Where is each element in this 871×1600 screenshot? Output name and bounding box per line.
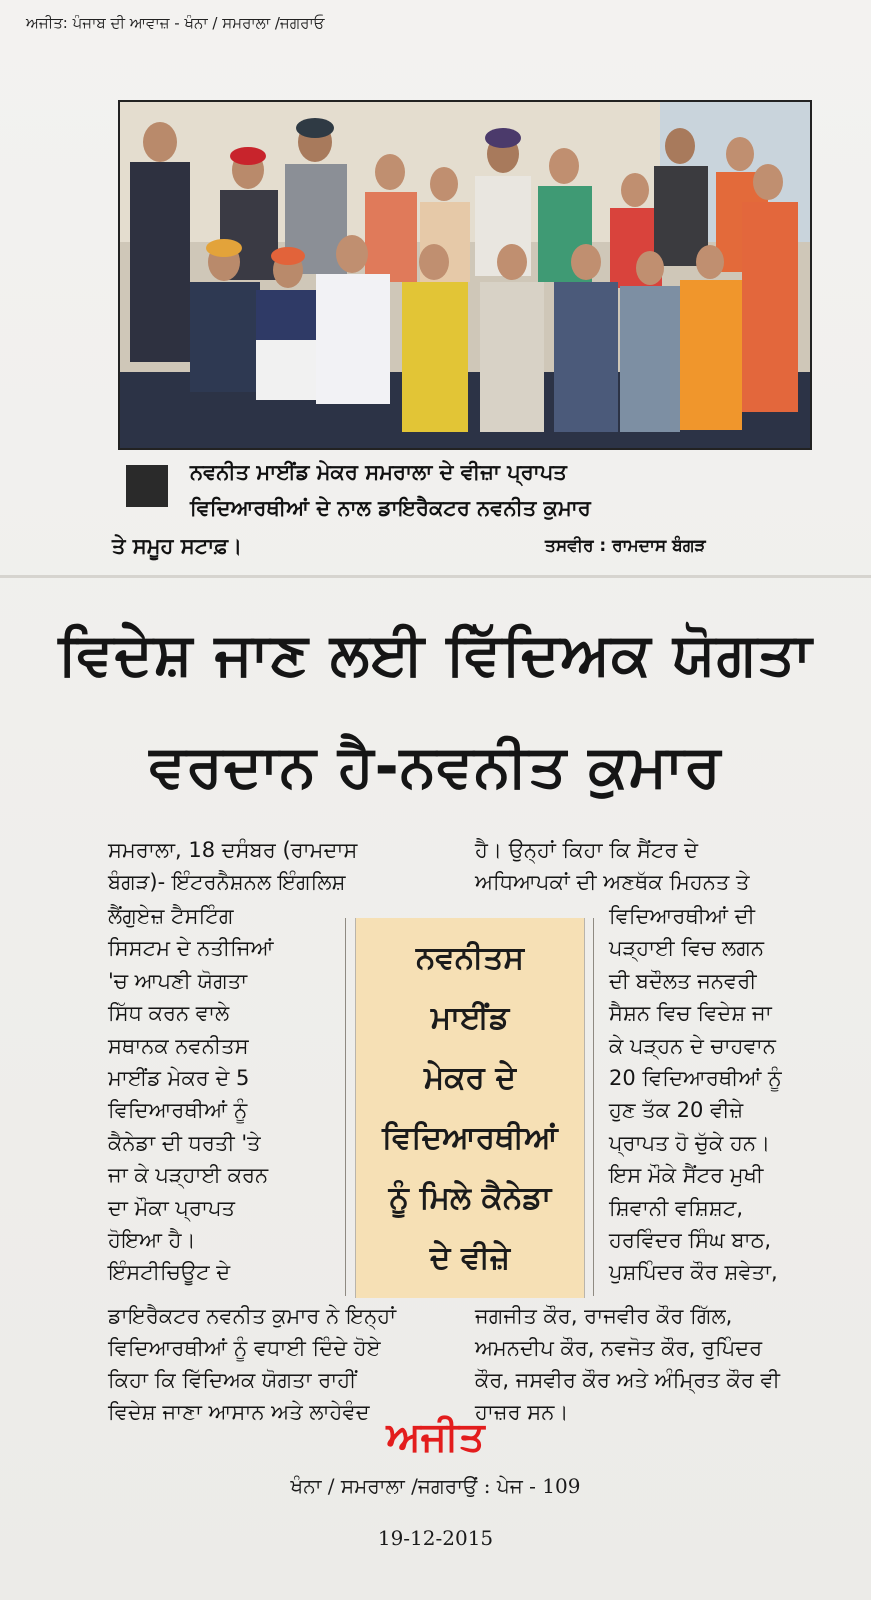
page-reference: ਖੰਨਾ / ਸਮਰਾਲਾ /ਜਗਰਾਉਂ : ਪੇਜ - 109 (290, 1474, 581, 1498)
caption-line: ਤੇ ਸਮੂਹ ਸਟਾਫ਼। (112, 534, 243, 558)
article-line: ਦਾ ਮੌਕਾ ਪ੍ਰਾਪਤ (108, 1195, 235, 1220)
caption-bullet (126, 465, 168, 507)
caption-line: ਵਿਦਿਆਰਥੀਆਂ ਦੇ ਨਾਲ ਡਾਇਰੈਕਟਰ ਨਵਨੀਤ ਕੁਮਾਰ (190, 496, 591, 520)
photo-credit: ਤਸਵੀਰ : ਰਾਮਦਾਸ ਬੰਗੜ (545, 536, 706, 556)
pull-quote-box (355, 918, 585, 1298)
headline-line-1: ਵਿਦੇਸ਼ ਜਾਣ ਲਈ ਵਿੱਦਿਅਕ ਯੋਗਤਾ (58, 620, 813, 688)
article-line: ਵਿਦਿਆਰਥੀਆਂ ਨੂੰ (108, 1098, 248, 1123)
column-rule (593, 918, 594, 1296)
article-line: ਹੈ। ਉਨ੍ਹਾਂ ਕਿਹਾ ਕਿ ਸੈਂਟਰ ਦੇ (475, 838, 699, 862)
article-line: ਜਾ ਕੇ ਪੜ੍ਹਾਈ ਕਰਨ (108, 1163, 269, 1188)
article-line: ਅਮਨਦੀਪ ਕੌਰ, ਨਵਜੋਤ ਕੌਰ, ਰੁਪਿੰਦਰ (475, 1336, 763, 1360)
pull-quote-line: ਮੇਕਰ ਦੇ (423, 1060, 517, 1096)
article-line: ਹੁਣ ਤੱਕ 20 ਵੀਜ਼ੇ (609, 1098, 744, 1123)
article-line: ਬੰਗੜ)- ਇੰਟਰਨੈਸ਼ਨਲ ਇੰਗਲਿਸ਼ (108, 870, 346, 894)
section-divider (0, 575, 871, 578)
article-line: ਸਥਾਨਕ ਨਵਨੀਤਸ (108, 1033, 249, 1058)
article-line: ਇੰਸਟੀਚਿਊਟ ਦੇ (108, 1260, 231, 1285)
newspaper-logo: ਅਜੀਤ (386, 1414, 485, 1460)
pull-quote-line: ਵਿਦਿਆਰਥੀਆਂ (382, 1120, 558, 1156)
pull-quote-line: ਨੂੰ ਮਿਲੇ ਕੈਨੇਡਾ (388, 1180, 552, 1216)
article-line: ਹਰਵਿੰਦਰ ਸਿੰਘ ਬਾਠ, (609, 1228, 772, 1252)
article-line: ਵਿਦਿਆਰਥੀਆਂ ਨੂੰ ਵਧਾਈ ਦਿੰਦੇ ਹੋਏ (108, 1336, 381, 1360)
column-rule (345, 918, 346, 1296)
article-line: ਵਿਦਿਆਰਥੀਆਂ ਦੀ (609, 904, 755, 928)
article-line: ਪੁਸ਼ਪਿੰਦਰ ਕੌਰ ਸ਼ਵੇਤਾ, (609, 1260, 778, 1285)
group-photo (118, 100, 812, 450)
article-line: ਕੇ ਪੜ੍ਹਨ ਦੇ ਚਾਹਵਾਨ (609, 1033, 776, 1058)
article-line: ਸਿਸਟਮ ਦੇ ਨਤੀਜਿਆਂ (108, 936, 274, 961)
article-line: ਸਿੱਧ ਕਰਨ ਵਾਲੇ (108, 1001, 230, 1026)
article-line: ਦੀ ਬਦੌਲਤ ਜਨਵਰੀ (609, 968, 757, 993)
caption-line: ਨਵਨੀਤ ਮਾਈਂਡ ਮੇਕਰ ਸਮਰਾਲਾ ਦੇ ਵੀਜ਼ਾ ਪ੍ਰਾਪਤ (190, 460, 567, 484)
article-line: ਹਾਜ਼ਰ ਸਨ। (475, 1400, 569, 1424)
article-line: ਪੜ੍ਹਾਈ ਵਿਚ ਲਗਨ (609, 936, 764, 961)
article-line: ਡਾਇਰੈਕਟਰ ਨਵਨੀਤ ਕੁਮਾਰ ਨੇ ਇਨ੍ਹਾਂ (108, 1304, 397, 1328)
article-line: ਸਮਰਾਲਾ, 18 ਦਸੰਬਰ (ਰਾਮਦਾਸ (108, 838, 358, 862)
article-line: ਲੈਂਗੁਏਜ਼ ਟੈਸਟਿੰਗ (108, 904, 234, 928)
article-line: ਕੈਨੇਡਾ ਦੀ ਧਰਤੀ 'ਤੇ (108, 1130, 261, 1155)
running-head: ਅਜੀਤ: ਪੰਜਾਬ ਦੀ ਆਵਾਜ਼ - ਖੰਨਾ / ਸਮਰਾਲਾ /ਜਗਰਾਓ (26, 14, 325, 32)
publication-date: 19-12-2015 (377, 1526, 494, 1550)
article-line: ਕੌਰ, ਜਸਵੀਰ ਕੌਰ ਅਤੇ ਅੰਮ੍ਰਿਤ ਕੌਰ ਵੀ (475, 1368, 781, 1392)
article-line: ਹੋਇਆ ਹੈ। (108, 1228, 196, 1252)
article-line: ਇਸ ਮੌਕੇ ਸੈਂਟਰ ਮੁਖੀ (609, 1163, 764, 1188)
group-photo-image (120, 102, 810, 448)
article-line: ਜਗਜੀਤ ਕੌਰ, ਰਾਜਵੀਰ ਕੌਰ ਗਿੱਲ, (475, 1304, 733, 1328)
article-line: ਸ਼ਿਵਾਨੀ ਵਸ਼ਿਸ਼ਟ, (609, 1195, 744, 1220)
article-line: 'ਚ ਆਪਣੀ ਯੋਗਤਾ (108, 968, 248, 993)
article-line: ਵਿਦੇਸ਼ ਜਾਣਾ ਆਸਾਨ ਅਤੇ ਲਾਹੇਵੰਦ (108, 1400, 370, 1424)
article-line: ਪ੍ਰਾਪਤ ਹੋ ਚੁੱਕੇ ਹਨ। (609, 1130, 771, 1155)
pull-quote-line: ਨਵਨੀਤਸ (416, 940, 524, 976)
article-line: ਸੈਸ਼ਨ ਵਿਚ ਵਿਦੇਸ਼ ਜਾ (609, 1001, 772, 1026)
pull-quote-line: ਦੇ ਵੀਜ਼ੇ (429, 1240, 511, 1276)
article-line: ਮਾਈਂਡ ਮੇਕਰ ਦੇ 5 (108, 1066, 250, 1090)
pull-quote-line: ਮਾਈਂਡ (430, 1000, 510, 1036)
article-line: ਅਧਿਆਪਕਾਂ ਦੀ ਅਣਥੱਕ ਮਿਹਨਤ ਤੇ (475, 870, 750, 894)
article-line: 20 ਵਿਦਿਆਰਥੀਆਂ ਨੂੰ (609, 1066, 782, 1090)
headline-line-2: ਵਰਦਾਨ ਹੈ-ਨਵਨੀਤ ਕੁਮਾਰ (149, 732, 722, 800)
article-line: ਕਿਹਾ ਕਿ ਵਿੱਦਿਅਕ ਯੋਗਤਾ ਰਾਹੀਂ (108, 1368, 357, 1392)
